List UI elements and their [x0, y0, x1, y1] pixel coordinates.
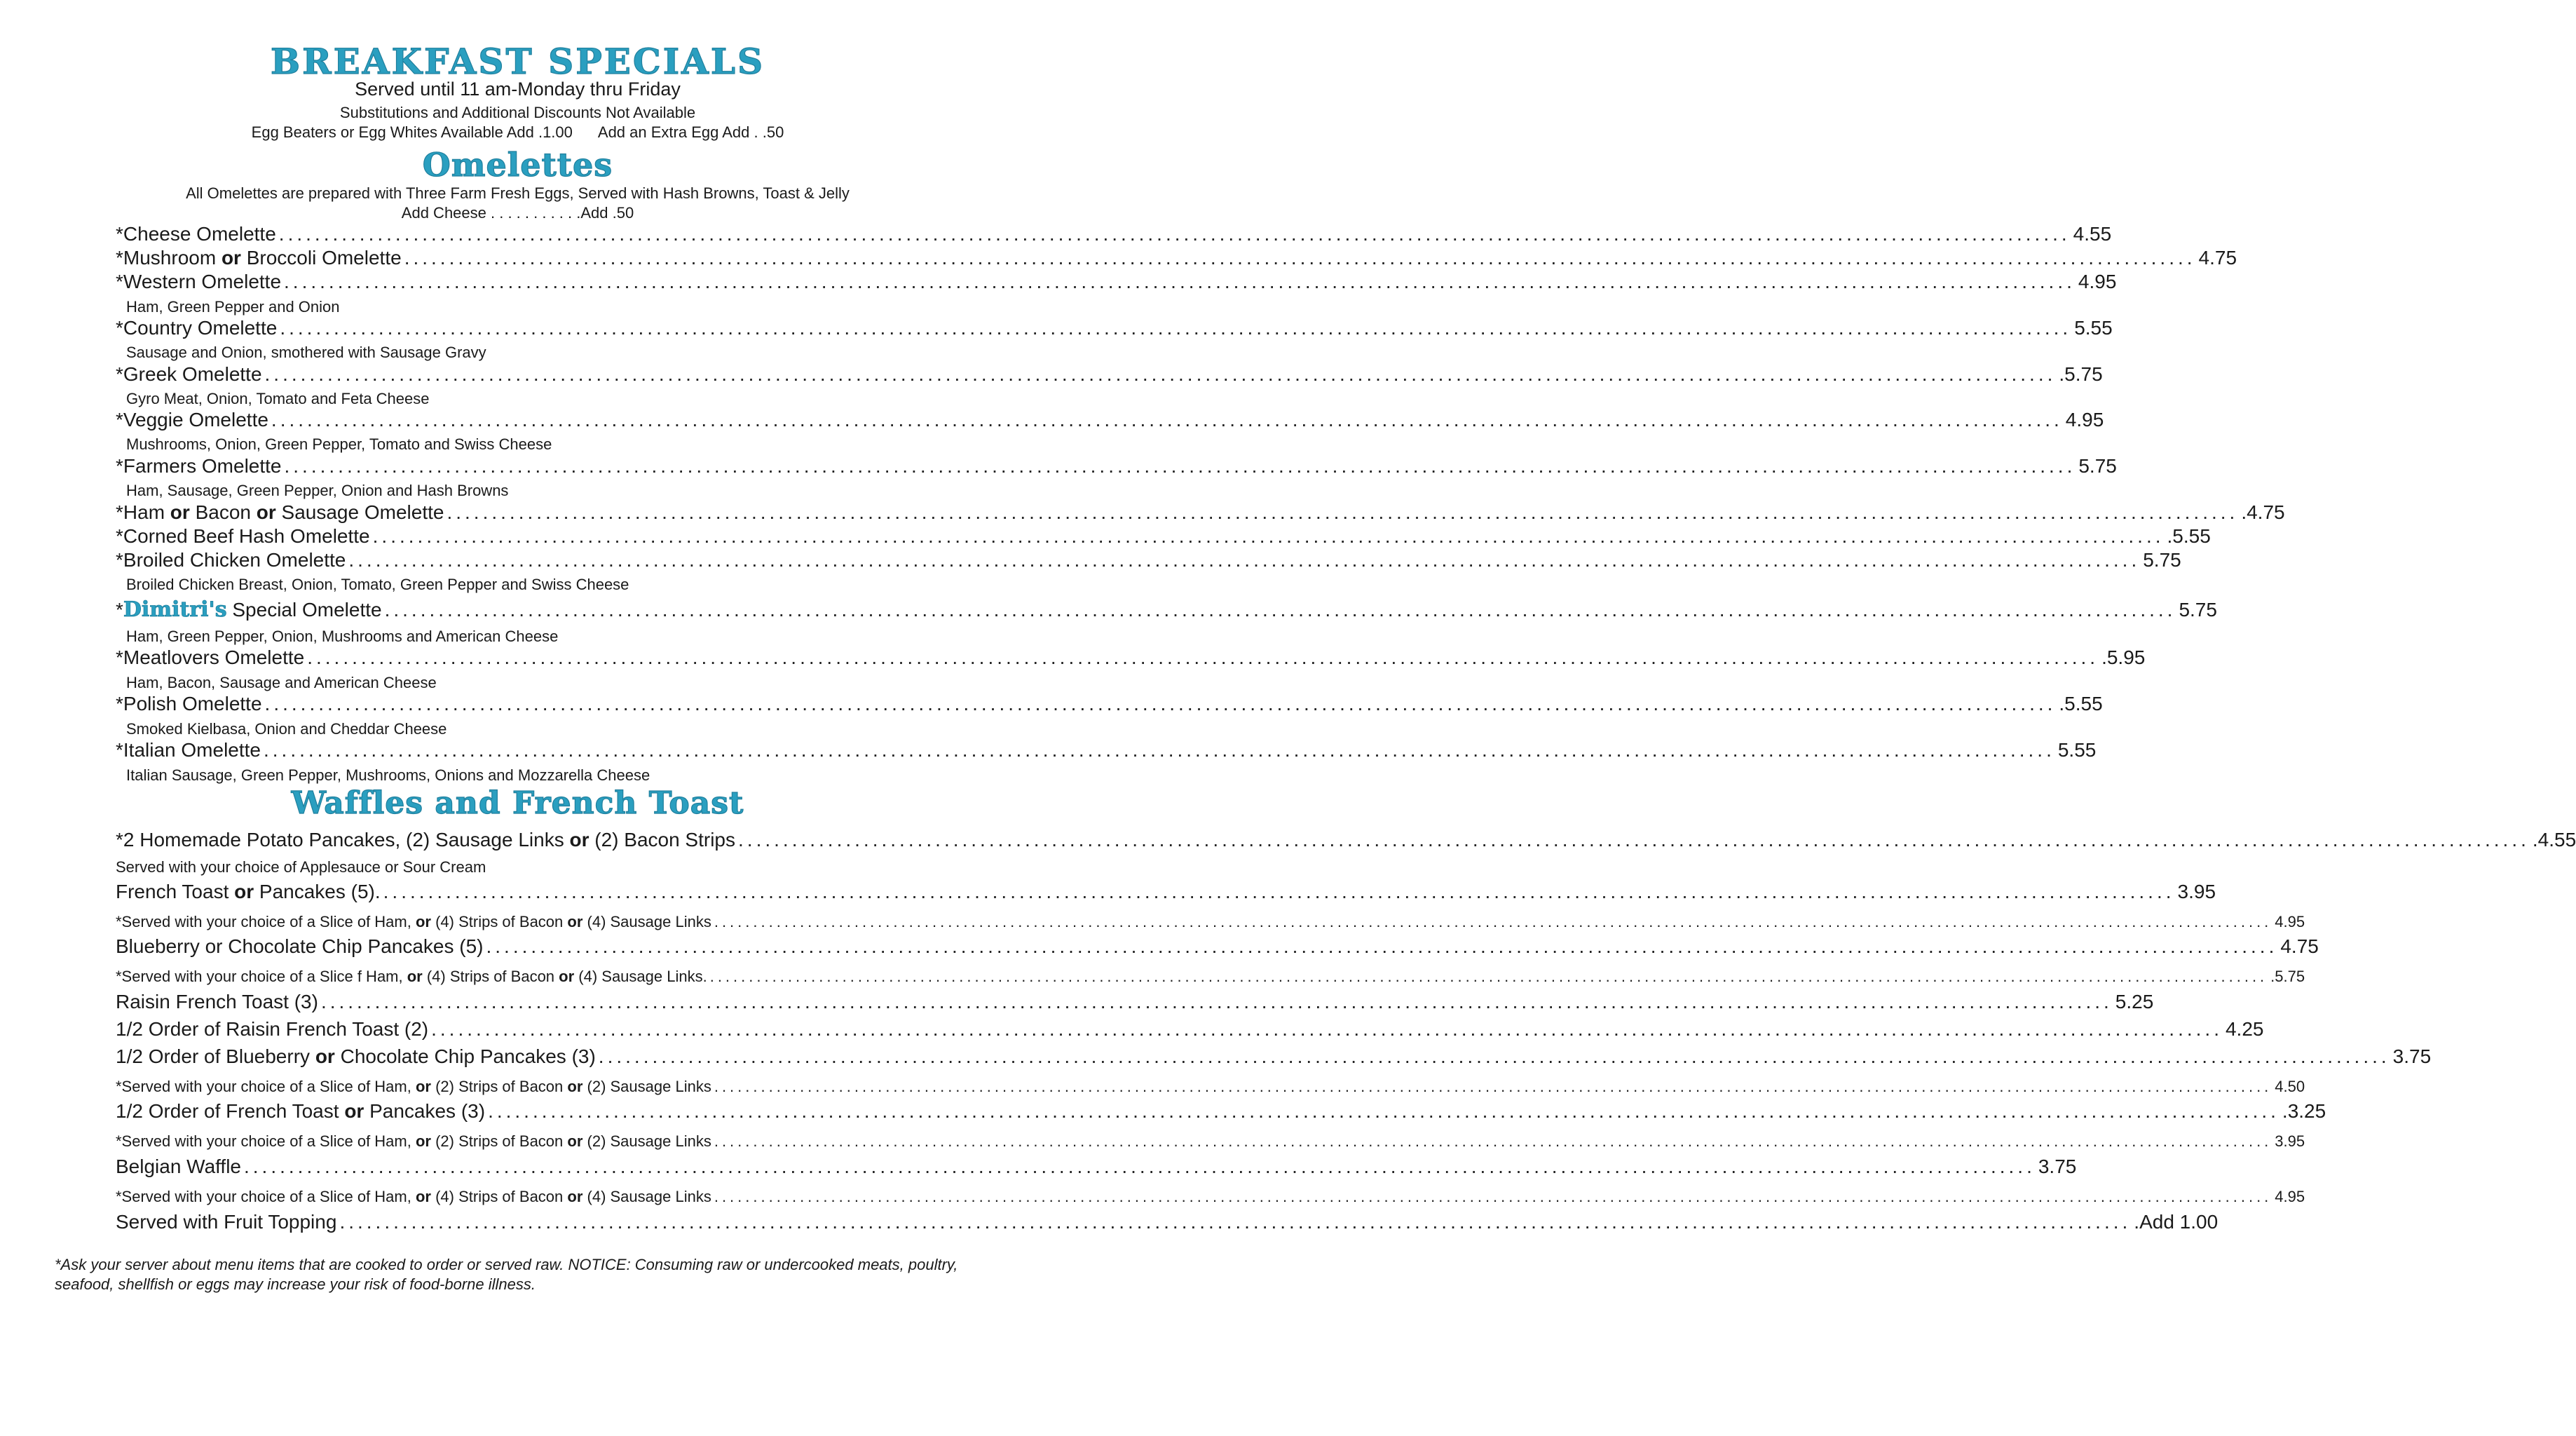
- leader-dots: ........................................................................................................................................................................................................: [320, 991, 2113, 1012]
- leader-dots: ........................................................................................................................................................................................................: [244, 1156, 2036, 1177]
- menu-item: [116, 271, 2117, 293]
- item-price: 4.75: [2280, 935, 2319, 957]
- leader-dots: ........................................................................................................................................................................................................: [383, 881, 2175, 902]
- item-name: *Veggie Omelette: [116, 409, 268, 431]
- item-name: *Polish Omelette: [116, 693, 262, 714]
- item-name: *Served with your choice of a Slice of Ham, or (4) Strips of Bacon or (4) Sausage Links: [116, 913, 711, 930]
- menu-item: [116, 549, 2181, 571]
- side-option: [116, 1078, 2305, 1096]
- item-price: 5.25: [2115, 991, 2154, 1012]
- item-name: *Served with your choice of a Slice of Ham, or (2) Strips of Bacon or (2) Sausage Links: [116, 1132, 711, 1150]
- side-option: [116, 1132, 2305, 1151]
- menu-item: [116, 525, 2211, 548]
- item-name: *Broiled Chicken Omelette: [116, 549, 346, 571]
- item-name: Served with Fruit Topping: [116, 1211, 337, 1233]
- menu-item: [116, 1045, 2432, 1068]
- item-price: 4.95: [2078, 271, 2117, 292]
- side-option: [116, 913, 2305, 931]
- item-name: *Country Omelette: [116, 317, 278, 339]
- leader-dots: ........................................................................................................................................................................................................: [280, 317, 2072, 339]
- menu-item: [116, 455, 2117, 477]
- menu-item: [116, 991, 2154, 1013]
- item-price: .4.75: [2241, 501, 2285, 523]
- item-name: *Western Omelette: [116, 271, 282, 292]
- menu-item: [116, 223, 2112, 245]
- leader-dots: ........................................................................................................................................................................................................: [348, 549, 2141, 571]
- item-name: French Toast or Pancakes (5).: [116, 881, 381, 902]
- egg-beaters-note: Egg Beaters or Egg Whites Available Add .1.00: [251, 123, 573, 141]
- item-price: 5.55: [2074, 317, 2113, 339]
- item-name: *Corned Beef Hash Omelette: [116, 525, 370, 547]
- item-price: .Add 1.00: [2134, 1211, 2219, 1233]
- menu-item: [116, 1156, 2077, 1178]
- item-name: *Greek Omelette: [116, 363, 262, 385]
- item-price: 4.95: [2275, 913, 2305, 930]
- item-price: 4.55: [2073, 223, 2112, 245]
- leader-dots: ........................................................................................................................................................................................................: [339, 1211, 2132, 1233]
- menu-item: [116, 693, 2103, 715]
- served-hours: Served until 11 am-Monday thru Friday: [355, 79, 681, 100]
- leader-dots: ........................................................................................................................................................................................................: [278, 223, 2071, 245]
- item-price: .3.25: [2282, 1100, 2326, 1122]
- item-name: *Mushroom or Broccoli Omelette: [116, 247, 402, 269]
- page-title: BREAKFAST SPECIALS: [270, 41, 765, 82]
- leader-dots: ........................................................................................................................................................................................................: [264, 363, 2057, 385]
- leader-dots: ........................................................................................................................................................................................................: [372, 525, 2165, 547]
- leader-dots: ........................................................................................................................................................................................................: [384, 599, 2176, 621]
- menu-item: [116, 597, 2217, 622]
- menu-item: [116, 501, 2285, 524]
- item-price: 4.75: [2198, 247, 2237, 269]
- item-description: Smoked Kielbasa, Onion and Cheddar Cheese: [126, 720, 447, 738]
- menu-item: [116, 1100, 2326, 1123]
- leader-dots: ........................................................................................................................................................................................................: [271, 409, 2063, 431]
- leader-dots: ........................................................................................................................................................................................................: [431, 1018, 2223, 1040]
- item-price: .5.95: [2101, 646, 2146, 668]
- leader-dots: ........................................................................................................................................................................................................: [709, 968, 2268, 985]
- menu-item: [116, 935, 2319, 958]
- menu-item: [116, 247, 2237, 269]
- egg-options: [0, 123, 1035, 142]
- leader-dots: ........................................................................................................................................................................................................: [486, 935, 2278, 957]
- item-price: 4.95: [2065, 409, 2104, 431]
- leader-dots: ........................................................................................................................................................................................................: [264, 693, 2057, 714]
- item-price: 4.25: [2225, 1018, 2264, 1040]
- leader-dots: ........................................................................................................................................................................................................: [714, 1132, 2272, 1150]
- item-description: Ham, Bacon, Sausage and American Cheese: [126, 674, 437, 691]
- menu-item: [116, 739, 2097, 761]
- leader-dots: ........................................................................................................................................................................................................: [404, 247, 2196, 269]
- leader-dots: ........................................................................................................................................................................................................: [447, 501, 2239, 523]
- item-price: 3.95: [2177, 881, 2216, 902]
- leader-dots: ........................................................................................................................................................................................................: [264, 739, 2055, 761]
- item-price: 5.75: [2179, 599, 2217, 621]
- item-price: .5.75: [2270, 968, 2305, 985]
- leader-dots: ........................................................................................................................................................................................................: [307, 646, 2099, 668]
- leader-dots: ........................................................................................................................................................................................................: [714, 913, 2272, 930]
- item-name: *2 Homemade Potato Pancakes, (2) Sausage Links or (2) Bacon Strips: [116, 829, 736, 851]
- item-name: *Meatlovers Omelette: [116, 646, 305, 668]
- leader-dots: ........................................................................................................................................................................................................: [284, 271, 2076, 292]
- item-description: Ham, Green Pepper and Onion: [126, 298, 340, 316]
- menu-item: [116, 317, 2113, 339]
- item-price: .5.55: [2059, 693, 2103, 714]
- menu-item: [116, 829, 2576, 851]
- add-cheese-note: Add Cheese . . . . . . . . . . .Add .50: [401, 204, 634, 222]
- leader-dots: ........................................................................................................................................................................................................: [738, 829, 2530, 851]
- item-name: *Cheese Omelette: [116, 223, 276, 245]
- leader-dots: ........................................................................................................................................................................................................: [488, 1100, 2279, 1122]
- item-price: 5.75: [2078, 455, 2117, 477]
- item-price: .5.55: [2167, 525, 2211, 547]
- menu-item: [116, 646, 2146, 669]
- item-description: Served with your choice of Applesauce or Sour Cream: [116, 858, 486, 876]
- item-name: Blueberry or Chocolate Chip Pancakes (5): [116, 935, 484, 957]
- item-name: 1/2 Order of Raisin French Toast (2): [116, 1018, 429, 1040]
- item-description: Ham, Sausage, Green Pepper, Onion and Hash Browns: [126, 482, 509, 499]
- item-price: .4.55: [2532, 829, 2576, 851]
- item-description: Gyro Meat, Onion, Tomato and Feta Cheese: [126, 390, 430, 407]
- item-description: Mushrooms, Onion, Green Pepper, Tomato and Swiss Cheese: [126, 435, 552, 453]
- leader-dots: ........................................................................................................................................................................................................: [714, 1078, 2272, 1095]
- item-price: .5.75: [2059, 363, 2103, 385]
- extra-egg-note: Add an Extra Egg Add . .50: [597, 123, 784, 141]
- dimitris-brand: Dimitri's: [123, 597, 227, 622]
- menu-item: [116, 409, 2104, 431]
- side-option: [116, 1188, 2305, 1206]
- item-name: *Served with your choice of a Slice f Ham, or (4) Strips of Bacon or (4) Sausage Links.: [116, 968, 707, 985]
- omelettes-intro: All Omelettes are prepared with Three Farm Fresh Eggs, Served with Hash Browns, Toast & Jelly: [186, 184, 850, 202]
- omelettes-heading: Omelettes: [422, 146, 613, 184]
- item-price: 3.95: [2275, 1132, 2305, 1150]
- item-name: *Ham or Bacon or Sausage Omelette: [116, 501, 444, 523]
- leader-dots: ........................................................................................................................................................................................................: [714, 1188, 2272, 1205]
- item-description: Broiled Chicken Breast, Onion, Tomato, Green Pepper and Swiss Cheese: [126, 576, 629, 593]
- item-price: 3.75: [2038, 1156, 2077, 1177]
- side-option: [116, 968, 2305, 986]
- menu-item: [116, 881, 2216, 903]
- leader-dots: ........................................................................................................................................................................................................: [598, 1045, 2390, 1067]
- waffles-heading: Waffles and French Toast: [291, 785, 744, 821]
- substitutions-note: Substitutions and Additional Discounts Not Available: [339, 104, 696, 121]
- item-name: *Served with your choice of a Slice of Ham, or (4) Strips of Bacon or (4) Sausage Links: [116, 1188, 711, 1205]
- item-price: 3.75: [2392, 1045, 2432, 1067]
- item-name: 1/2 Order of Blueberry or Chocolate Chip Pancakes (3): [116, 1045, 596, 1067]
- item-name: 1/2 Order of French Toast or Pancakes (3): [116, 1100, 486, 1122]
- item-price: 5.75: [2143, 549, 2181, 571]
- item-description: Sausage and Onion, smothered with Sausage Gravy: [126, 344, 486, 361]
- menu-item: [116, 363, 2103, 386]
- item-name: Raisin French Toast (3): [116, 991, 318, 1012]
- food-safety-notice: *Ask your server about menu items that are cooked to order or served raw. NOTICE: Consuming raw or undercooked meats, poultry, seafood, shellfish or eggs may increase your risk of food-borne illness.: [55, 1256, 958, 1293]
- item-price: 4.95: [2275, 1188, 2305, 1205]
- item-name: *Served with your choice of a Slice of Ham, or (2) Strips of Bacon or (2) Sausage Links: [116, 1078, 711, 1095]
- item-price: 4.50: [2275, 1078, 2305, 1095]
- item-description: Italian Sausage, Green Pepper, Mushrooms, Onions and Mozzarella Cheese: [126, 766, 650, 784]
- menu-item: [116, 1018, 2264, 1041]
- menu-item: [116, 1211, 2219, 1233]
- item-name: *Italian Omelette: [116, 739, 261, 761]
- item-name: *Dimitri's Special Omelette: [116, 597, 382, 622]
- item-description: Ham, Green Pepper, Onion, Mushrooms and American Cheese: [126, 628, 559, 645]
- item-price: 5.55: [2057, 739, 2097, 761]
- item-name: *Farmers Omelette: [116, 455, 282, 477]
- leader-dots: ........................................................................................................................................................................................................: [284, 455, 2076, 477]
- item-name: Belgian Waffle: [116, 1156, 241, 1177]
